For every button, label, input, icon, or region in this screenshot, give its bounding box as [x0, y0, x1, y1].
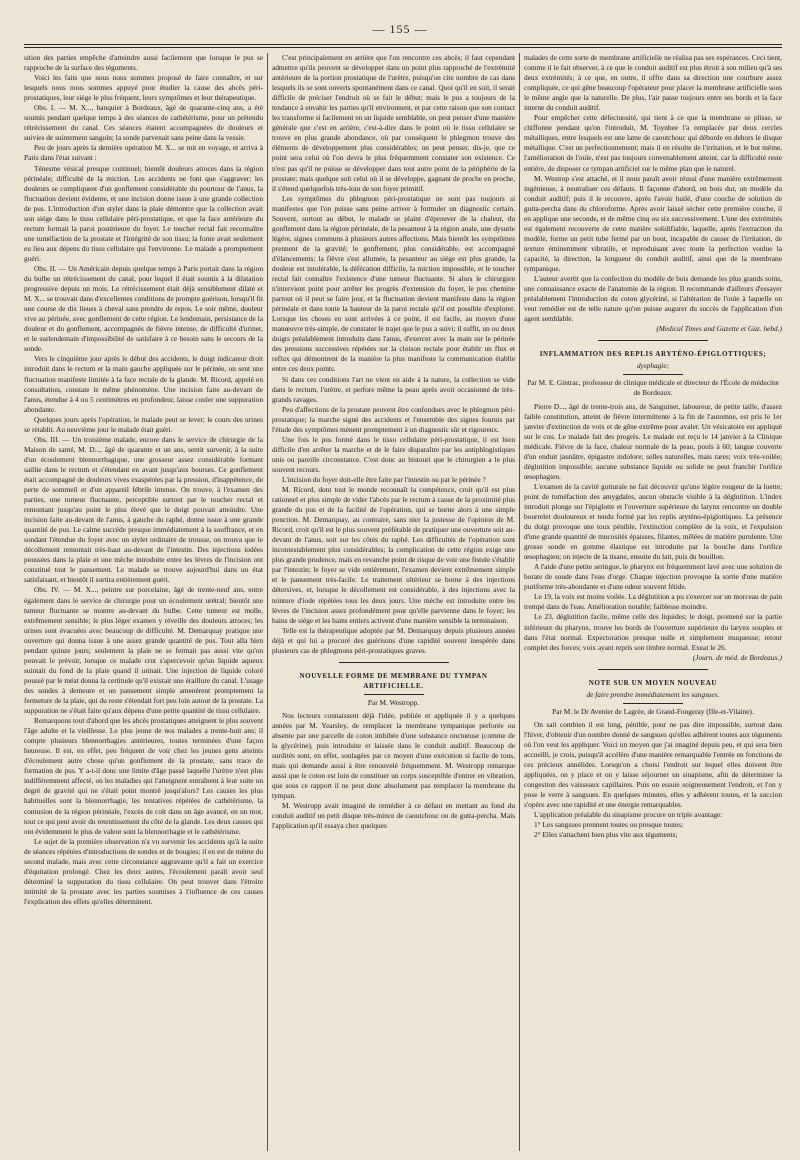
paragraph: Vers le cinquième jour après le début des accidents, le doigt indicateur droit introduit dans le rectum et la main gauche appliquée sur le périnée, on sent une fluctuation manifeste limitée à la face rectale de la glande. M. Ricord, appelé en consultation, constate le même phénomène. Une incision faite au-devant de l'anus, étendue à 4 ou 5 centimètres en profondeur, laisse couler une suppuration abondante.	[24, 354, 263, 414]
page-number: — 155 —	[372, 22, 428, 36]
article-author-avenier: Par M. le Dr Avenier de Lagrée, de Grand-Fougeray (Ille-et-Vilaine).	[552, 706, 754, 716]
col3-text-b	[524, 402, 782, 653]
paragraph: Telle est la thérapeutique adoptée par M. Demarquay depuis plusieurs années déjà et qui lui a procuré des guérisons d'une rapidité souvent inespérée dans plusieurs cas de phlegmons péri-prostatiques graves.	[272, 625, 515, 655]
paragraph: L'incision du foyer doit-elle être faite par l'intestin ou par le périnée ?	[282, 474, 486, 484]
paragraph: Ténesme vésical presque continuel; bientôt douleurs atroces dans la région périnéale; difficulté de la miction. Les accidents ne font que s'aggraver; les douleurs se compliquent d'un gonflement considérable du pourtour de l'anus, la fluctuation devient évidente, et une incision donne issue à une grande collection de pus. L'introduction d'un stylet dans la plaie démontre que la collection avait son siége dans le tissu cellulaire péri-prostatique, et que la face antérieure du rectum formait la paroi postérieure du foyer. Le toucher rectal fait reconnaître une tuméfaction de la prostate et l'intégrité de son tissu; la fonte avait seulement eu lieu aux dépens du tissu cellulaire qui l'environne. Le malade a promptement guéri.	[24, 163, 263, 263]
paragraph: Les symptômes du phlegmon péri-prostatique ne sont pas toujours si manifestes que l'on puisse sans peine arriver à formuler un diagnostic certain. Souvent, surtout au début, le malade se plaint d'éprouver de la chaleur, du gonflement dans la région périnéale, de la pesanteur à la région anale, une dysurie légère, signes communs à plusieurs autres affections. Mais bientôt les symptômes prennent de la gravité; le gonflement, plus considérable, est accompagné d'élancements; la fièvre s'est allumée, la pesanteur au siége est plus grande, la douleur est intolérable, la défécation difficile, la miction impossible, et le toucher rectal fait connaître l'existence d'une tumeur fluctuante. Si alors le chirurgien n'intervient point pour arrêter les progrès d'extension du foyer, le pus chemine partout où il peut se faire jour, et la fluctuation devient manifeste dans la région périnéale et dans toute la hauteur de la paroi rectale qu'il est possible d'explorer. Lorsque les choses en sont arrivées à ce point, il est facile, au moyen d'une manœuvre très-simple, de constater le trajet que le pus a suivi; il suffit, un ou deux doigts préalablement introduits dans l'anus, d'exercer avec la main sur le périnée des pressions successives répétées sur la cloison rectale pour établir un flux et reflux qui démontrent de la manière la plus manifeste la communication établie entre ces deux points.	[272, 193, 515, 374]
section-separator	[598, 669, 708, 670]
paragraph: Peu d'affections de la prostate peuvent être confondues avec le phlegmon péri-prostatique; la marche signé des accidents et l'ensemble des signes fournis par l'étude des symptômes mènent promptement à un diagnostic sûr et rigoureux.	[272, 404, 515, 434]
paragraph: 1° Les sangsues prennent toutes ou presque toutes;	[534, 820, 684, 830]
title-underline	[623, 374, 683, 375]
paragraph: Nos lecteurs connaissent déjà l'idée, publiée et appliquée il y a quelques années par M. Yearsley, de remplacer la membrane tympanique perforée ou absente par une parcelle de coton imbibée d'une substance onctueuse (comme de la glycérine), puis introduite et laissée dans le conduit auditif. Beaucoup de surdités sont, en effet, soulagées par ce moyen d'une exécution si facile de tous, mais qui demande aussi à être renouvelé fréquemment. M. Westropp remarque aussi que le coton est loin de constituer un corps susceptible d'entrer en vibration, que sous ce rapport il ne peut donc absolument pas remplacer la membrane du tympan.	[272, 710, 515, 801]
column-divider-left	[267, 53, 268, 1151]
column-right	[524, 53, 782, 1153]
column-middle	[272, 53, 515, 1153]
paragraph: C'est principalement en arrière que l'on rencontre ces abcès; il faut cependant admettre qu'ils peuvent se développer dans un point plus rapproché de l'extrémité antérieure de la portion prostatique de l'urètre, puisqu'on cite nombre de cas dans lesquels ils se sont ouverts spontanément dans ce canal. Quoi qu'il en soit, il serait difficile de préciser l'endroit où se fait le début; mais le pus a toujours de la tendance à envahir les parties qu'il environnent, et par cette raison que son contact les transforme si facilement en un liquide semblable, on peut penser d'une manière générale que c'est en arrière, c'est-à-dire dans le point où le tissu cellulaire se trouve en plus grande abondance, où par conséquent le phlegmon trouve des éléments de développement plus considérables; on peut penser, dis-je, que ce point sera celui où l'on devra le plus fréquemment constater son existence. Ce n'est pas qu'il ne puisse se développer dans tout autre point de la périphérie de la prostate; mais quelque soit celui où il se développe, gagnant de proche en proche, il s'étend quelquefois très-loin de son foyer primitif.	[272, 53, 515, 193]
column-left	[24, 53, 263, 1153]
section-separator	[339, 662, 449, 663]
article-title-sangsues: NOTE SUR UN MOYEN NOUVEAU	[588, 678, 718, 687]
paragraph: A l'aide d'une petite seringue, le pharynx est fréquemment lavé avec une solution de borate de soude dans l'eau d'orge. Chaque injection provoque la sortie d'une matière puriforme très-abondante et d'une odeur souvent fétide.	[524, 562, 782, 592]
paragraph: Voici les faits que nous nous sommes proposé de faire connaître, et sur lesquels nous nous sommes appuyé pour étudier la cause des abcès péri-prostatiques, leur siége le plus fréquent, leurs symptômes et leur thérapeutique.	[24, 73, 263, 103]
paragraph: Obs. IV. — M. X..., peintre sur porcelaine, âgé de trente-neuf ans, entre également dans le service de chirurgie pour un écoulement urétral; bientôt une tumeur fluctuante se montre au-devant du bulbe. Cette tumeur est molle, extrêmement sensible; le plus léger examen y réveille des douleurs atroces; les urines sont évacuées avec beaucoup de difficulté. M. Demarquay pratique une ouverture qui donna issue à une assez grande quantité de pus. Tout alla bien pendant quinze jours; seulement la plaie ne se fermait pas aussi vite qu'on pouvait le prévoir, lorsque ce malade crut s'apercevoir qu'un liquide aqueux suintait du fond de la plaie quand il urinait. Une injection de liquide coloré poussé par le méat donna la certitude qu'il existait une éraillure du canal. L'usage des sondes à demeure et un pansement simple amenèrent promptement la fermeture de la plaie, qui du reste s'étendait fort peu loin autour de la prostate. La suppuration ne s'était faite qu'aux dépens d'une petite quantité de tissu cellulaire.	[24, 585, 263, 716]
paragraph: L'auteur avertit que la confection du modèle de bois demande les plus grands soins, une connaissance exacte de l'anatomie de la région. Il recommande d'ailleurs d'essayer préalablement l'introduction du coton glycériné, si l'altération de l'ouïe à laquelle on veut remédier est de telle nature qu'on puisse augurer du succès de l'application d'un agent semblable.	[524, 274, 782, 324]
paragraph: 2° Elles s'attachent bien plus vite aux téguments;	[534, 830, 678, 840]
paragraph: Une fois le pus formé dans le tissu cellulaire péri-prostatique, il est bien difficile d'en arrêter la marche et de le faire disparaître par les antiphlogistiques unis ou pareille circonstance. C'est donc au bistouri que le chirurgien a le plus souvent recours.	[272, 434, 515, 474]
paragraph: Obs. II. — Un Américain depuis quelque temps à Paris portait dans la région du bulbe un rétrécissement du canal, pour lequel il était soumis à la dilatation progressive depuis un mois. Le rétrécissement était déjà sensiblement dilaté et M. X... se trouvait dans d'excellentes conditions de prompte guérison, lorsqu'il fit une course de dix lieues à cheval sans prendre de repos. Le soir même, douleur vive au périnée, avec gonflement de cette région. Le lendemain, persistance de la douleur et du gonflement, accompagnés de fièvre intense, de difficulté d'uriner, et le surlendemain d'impossibilité de satisfaire à ce besoin sans le secours de la sonde.	[24, 263, 263, 354]
header-rule-bottom	[24, 47, 782, 48]
paragraph: Peu de jours après la dernière opération M. X... se mit en voyage, et arriva à Paris dans l'état suivant :	[24, 143, 263, 163]
paragraph: L'examen de la cavité gutturale ne fait découvrir qu'une légère rougeur de la luette; point de tuméfaction des amygdales, aucun obstacle visible à la déglutition. L'index introduit plonge sur l'épiglotte et l'ouverture supérieure du larynx rencontre un double bourrelet douloureux et tendu formé par les replis aryténo-épiglottiques. La présence du doigt provoque une toux pénible, l'extinction complète de la voix, et l'expulsion d'une grande quantité de mucosités épaisses, filantes, mêlées de matière purulente. Une grosse sonde en gomme élastique est introduite par la bouche dans l'orifice œsophagien; on injecte de la tisane, ensuite du lait, puis du bouillon.	[524, 481, 782, 562]
paragraph: M. Westropp avait imaginé de remédier à ce défaut en mettant au fond du conduit auditif un petit disque très-mince de caoutchouc ou de gutta-percha. Mais l'application qu'il essaya chez quelques	[272, 801, 515, 831]
paragraph: Quelques jours après l'opération, le malade peut se lever; le cours des urines se rétablit. Au neuvième jour le malade était guéri.	[24, 414, 263, 434]
article-title-tympan: NOUVELLE FORME DE MEMBRANE DU TYMPAN ARTIFICIELLE.	[299, 671, 488, 690]
col3-text-a	[524, 53, 782, 324]
col2-text-a	[272, 53, 515, 656]
paragraph: M. Ricord, dont tout le monde reconnaît la compétence, croit qu'il est plus rationnel et plus simple de vider l'abcès par le rectum à cause de la proximité plus grande du pus et de la facilité de l'opération, qui se borne alors à une simple ponction. M. Demarquay, au contraire, sans nier la justesse de l'opinion de M. Ricord, croit qu'il est le plus souvent préférable de pratiquer une ouverture soit au-devant de l'anus, soit sur les côtés du raphé. Les difficultés de l'opération sont incontestablement plus considérables; la complication de cette région exige une plus grande prudence, mais en revanche point de risque de voir une fistule s'établir par l'intestin; le foyer se vide entièrement, l'examen devient extrêmement simple et le pansement très-facile. Le traitement ultérieur se borne à des injections détersives, et, lorsque le décollement est considérable, à des injections avec la teinture d'iode répétées tous les deux jours. Une mèche est introduite entre les lèvres de l'incision assez profondément pour qu'elle parvienne dans le foyer; les bains de siége et les bains entiers activent d'une manière sensible la terminaison.	[272, 485, 515, 625]
header-rule-top	[24, 44, 782, 45]
paragraph: On sait combien il est long, pénible, pour ne pas dire impossible, surtout dans l'hiver, d'obtenir d'un nombre donné de sangsues qu'elles adhèrent toutes aux téguments où l'on veut les appliquer. Voici un moyen que j'ai imaginé depuis peu, et qui sera bien accueilli, je crois, puisqu'il accélère d'une manière remarquable l'entrée en fonctions de ces précieux annélides. Lorsqu'on a choisi l'endroit sur lequel elles doivent être appliquées, on y place et on y laisse séjourner un sinapisme, afin de déterminer la congestion des vaisseaux capillaires. Puis on essuie soigneusement l'endroit, et l'on y pose le verre à sangsues. En quelques minutes, elles y adhèrent toutes, et la succion s'opère avec une rapidité et une énergie remarquables.	[524, 719, 782, 810]
paragraph: Le 23, déglutition facile, même celle des liquides; le doigt, promené sur la partie inférieure du pharynx, trouve les bords de l'ouverture supérieure du larynx souples et dans l'état normal. Expectoration presque nulle et simplement muqueuse; retour complet des forces; voix ayant repris son timbre normal. Exeat le 26.	[524, 612, 782, 652]
paragraph: L'application préalable du sinapisme procure un triple avantage:	[534, 810, 723, 820]
col2-text-b	[272, 711, 515, 832]
section-separator	[598, 340, 708, 341]
article-subtitle-sangsues: de faire prendre immédiatement les sangsues.	[586, 689, 720, 699]
paragraph: Si dans ces conditions l'art ne vient en aide à la nature, la collection se vide dans le rectum, l'urètre, et perfore même la peau après avoir occasionné de très-grands ravages.	[272, 374, 515, 404]
col1-text	[24, 53, 263, 907]
paragraph: malades de cette sorte de membrane artificielle ne réalisa pas ses espérances. Ceci tient, comme il le fait observer, à ce que le conduit auditif est plus étroit à son milieu qu'à ses deux extrémités; à ce que, en outre, il offre dans sa direction une courbure assez compliquée, ce qui gêne beaucoup l'opérateur pour placer la membrane artificielle sous le même angle que la naturelle. De plus, l'air passe toujours entre ses bords et la face interne du conduit auditif.	[524, 53, 782, 113]
paragraph: M. Westrop s'est attaché, et il nous paraît avoir réussi d'une manière extrêmement ingénieuse, à neutraliser ces défauts. Il façonne d'abord, en bois dur, un modèle du conduit auditif; puis il le recouvre, après l'avoir huilé, d'une couche de solution de gutta-percha dans du chloroforme. Après avoir laissé sécher cette première couche, il en applique une seconde, et de même cinq ou six successivement. L'une des extrémités est également recouverte de cette matière solidifiable, laquelle, après l'extraction du modèle, forme un petit tube fermé par un bout, incapable de causer de l'irritation, de texture éminemment vibratile, et reproduisant avec toute la perfection voulue la capacité, la direction, la longueur du conduit auditif, ainsi que de la membrane tympanique.	[524, 173, 782, 273]
paragraph: Le 19, la voix est moins voilée. La déglutition a pu s'exercer sur un morceau de pain trempé dans de l'eau. Amélioration notable; faiblesse moindre.	[524, 592, 782, 612]
paragraph: Obs. III. — Un troisième malade, encore dans le service de chirurgie de la Maison de santé, M. D..., âgé de quarante et un ans, sentit survenir, à la suite d'un écoulement blennorrhagique, une grosseur assez considérable formant saillie dans le rectum et s'étendant en avant jusqu'aux bourses. Ce gonflement était accompagné de douleurs vives exaspérées par la pression, d'inappétence, de perte de sommeil et d'un appareil fébrile intense. On trouve, à l'examen des parties, une tumeur fluctuante, perceptible surtout par le toucher rectal et remontant jusqu'au point le plus élevé que le doigt pouvait atteindre. Une incision faite au-devant de l'anus, à gauche du raphé, donne issue à une grande quantité de pus. Le calme succède presque immédiatement à la souffrance, et en sondant l'étendue du foyer avec un stylet ordinaire de trousse, on trouva que le décollement remontait très-haut au-devant de l'intestin. Des injections iodées poussées dans la plaie et une mèche introduite entre les lèvres de l'incision ont constitué tout le pansement. Le malade se trouve aujourd'hui dans un état satisfaisant, et bientôt il sortira entièrement guéri.	[24, 434, 263, 585]
paragraph: sition des parties empêche d'atteindre aussi facilement que lorsque le pus se rapproche de la surface des téguments.	[24, 53, 263, 73]
paragraph: Le sujet de la première observation n'a vu survenir les accidents qu'à la suite de séances répétées d'introductions de sondes et de bougies; il en est de même du second malade, mais avec cette circonstance aggravante qu'il a fait un exercice d'équitation prolongé. Chez les deux autres, l'écoulement paraît avoir seul déterminé la suppuration du tissu cellulaire. On peut trouver dans l'étroite intimité de la prostate avec les parties soumises à l'influence de ces causes l'explication des effets qu'elles déterminent.	[24, 836, 263, 906]
title-underline	[623, 703, 683, 704]
col3-text-c	[524, 720, 782, 841]
article-subtitle-dysphagie: dysphagie;	[636, 361, 670, 371]
paragraph: Remarquons tout d'abord que les abcès prostatiques atteignent le plus souvent l'âge adulte et la vieillesse. Le plus jeune de nos malades a trente-huit ans; il compte plusieurs blennorrhagies antérieures, toutes terminées d'une façon heureuse. Il est, en effet, peu fréquent de voir chez les jeunes gens atteints d'écoulement autre chose qu'un gonflement de la prostate, sans trace de formation de pus. Y a-t-il donc une limite d'âge passé laquelle l'urètre n'est plus indifféremment affecté, où les maladies qui l'atteignent entraînent à leur suite un degré de gravité qui ne s'était point montré jusqu'alors? Les causes les plus habituelles sont la blennorrhagie, les tentatives répétées de cathétérisme, la contusion de la région périnéale, l'excès de coït dans un âge avancé, en un mot, tout ce qui peut avoir du retentissement du côté de la glande. Les deux causes qui ont évidemment le plus de valeur sont la blennorrhagie et le cathétérisme.	[24, 716, 263, 836]
title-underline	[364, 694, 424, 695]
source-citation-2: (Journ. de méd. de Bordeaux.)	[692, 652, 782, 662]
paragraph: Pierre D..., âgé de trente-trois ans, de Sanguinet, laboureur, de petite taille, d'assez faible constitution, atteint de fièvre intermittente à la fin de l'automne, est pris le 1er janvier d'extinction de voix et de gêne extrême pour avaler. Un vésicatoire est appliqué sur le cou. Le malade fait des progrès. Le malade est reçu le 14 janvier à la Clinique médicale. Fièvre de la face, chaleur normale de la peau, pouls à 60; langue couverte d'un enduit jaunâtre, épigastre indolore; selles naturelles, mais rares; voix très-voilée; déglutition impossible; aucune substance liquide ou solide ne peut franchir l'orifice œsophagien.	[524, 401, 782, 481]
paragraph: Obs. I. — M. X..., banquier à Bordeaux, âgé de quarante-cinq ans, a été soumis pendant quelque temps à des séances de cathétérisme, pour un prétendu rétrécissement du canal. Ces séances étaient accompagnées de douleurs et suivies de suintement sanguin; la sonde parvenait sans peine dans la vessie.	[24, 103, 263, 143]
column-divider-right	[519, 53, 520, 1151]
paragraph: Pour empêcher cette défectuosité, qui tient à ce que la membrane se plisse, se chiffonne pendant qu'on l'introduit, M. Toynbee l'a remplacée par deux cercles métalliques, entre lesquels est une lame de caoutchouc qui déborde en dehors le disque métallique. C'est un perfectionnement; mais il en résulte de l'irritation, et le but même, l'amélioration de l'ouïe, n'est pas toujours convenablement atteint, car la difficulté reste entière, de disposer ce tympan artificiel sur le même plan que le naturel.	[524, 113, 782, 173]
article-author-gintrac: Par M. E. Gintrac, professeur de clinique médicale et directeur de l'École de médecine de Bordeaux.	[527, 378, 779, 398]
article-author-westropp: Par M. Westropp.	[367, 697, 420, 707]
article-title-inflammation: INFLAMMATION DES REPLIS ARYTÉNO-ÉPIGLOTTIQUES;	[539, 350, 767, 359]
source-citation-1: (Medical Times and Gazette et Gaz. hebd.)	[656, 324, 782, 334]
